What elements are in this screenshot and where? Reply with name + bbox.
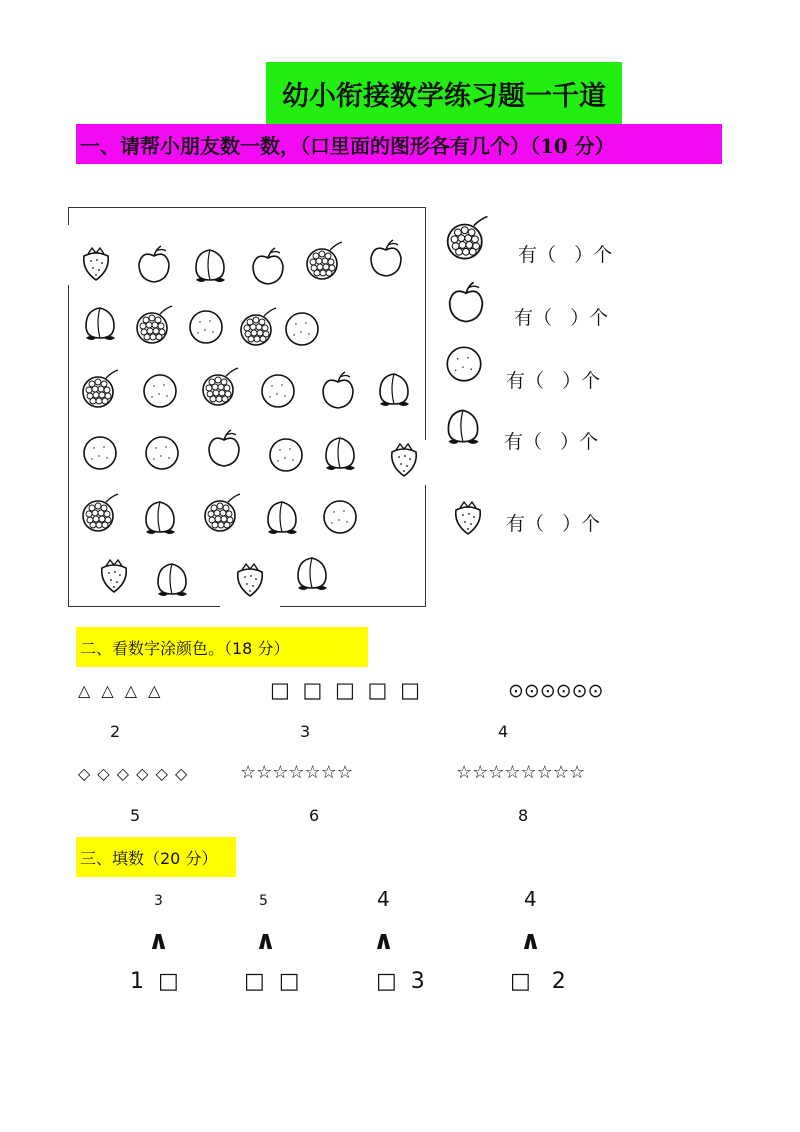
peach-icon <box>440 402 486 448</box>
count-number: 6 <box>309 806 320 825</box>
peach-icon <box>320 430 360 474</box>
answer-raspberry: 有（ ）个 <box>518 244 613 266</box>
orange-icon <box>442 340 486 386</box>
box-gap <box>220 600 280 610</box>
raspberry-icon <box>444 212 490 262</box>
tree-top-number: 5 <box>259 893 268 909</box>
peach-icon <box>190 242 230 286</box>
split-caret: ∧ <box>520 926 542 956</box>
count-number: 4 <box>498 722 509 741</box>
answer-apple: 有（ ）个 <box>514 307 609 329</box>
count-number: 2 <box>110 722 121 741</box>
strawberry-icon <box>76 240 116 284</box>
answer-peach: 有（ ）个 <box>504 431 599 453</box>
orange-icon <box>282 306 322 350</box>
dot-circle-shapes: ⊙⊙⊙⊙⊙⊙ <box>508 680 604 702</box>
peach-icon <box>152 556 192 600</box>
peach-icon <box>140 494 180 538</box>
raspberry-icon <box>238 304 278 348</box>
orange-icon <box>258 368 298 412</box>
tree-bottom: 1 □ <box>130 969 179 994</box>
strawberry-icon <box>384 436 424 480</box>
split-caret: ∧ <box>148 926 170 956</box>
star-shapes: ☆☆☆☆☆☆☆ <box>240 762 353 783</box>
tree-top-number: 3 <box>154 893 163 909</box>
peach-icon <box>80 300 120 344</box>
tree-bottom: □ □ <box>244 969 300 994</box>
answer-strawberry: 有（ ）个 <box>506 513 601 535</box>
star-shapes: ☆☆☆☆☆☆☆☆ <box>456 762 586 783</box>
apple-icon <box>204 426 244 470</box>
apple-icon <box>318 368 358 412</box>
raspberry-icon <box>202 490 242 534</box>
square-shapes: □ □ □ □ □ <box>270 678 423 702</box>
apple-icon <box>248 244 288 288</box>
count-number: 5 <box>130 806 141 825</box>
raspberry-icon <box>80 490 120 534</box>
box-gap <box>64 225 74 285</box>
orange-icon <box>266 432 306 476</box>
triangle-shapes: △ △ △ △ <box>78 681 164 700</box>
orange-icon <box>80 430 120 474</box>
raspberry-icon <box>200 364 240 408</box>
diamond-shapes: ◇ ◇ ◇ ◇ ◇ ◇ <box>78 764 189 783</box>
tree-bottom: □ 3 <box>376 969 425 994</box>
section2-heading: 二、看数字涂颜色。（18 分） <box>76 627 368 667</box>
peach-icon <box>374 366 414 410</box>
strawberry-icon <box>94 552 134 596</box>
count-number: 8 <box>518 806 529 825</box>
raspberry-icon <box>80 366 120 410</box>
orange-icon <box>142 430 182 474</box>
orange-icon <box>140 368 180 412</box>
orange-icon <box>186 304 226 348</box>
apple-icon <box>444 278 488 326</box>
peach-icon <box>292 550 332 594</box>
split-caret: ∧ <box>373 926 395 956</box>
raspberry-icon <box>304 238 344 282</box>
strawberry-icon <box>448 494 488 538</box>
apple-icon <box>134 242 174 286</box>
answer-orange: 有（ ）个 <box>506 370 601 392</box>
tree-top-number: 4 <box>377 887 390 911</box>
peach-icon <box>262 494 302 538</box>
section1-heading: 一、请帮小朋友数一数，（口里面的图形各有几个）（10 分） <box>76 124 722 164</box>
split-caret: ∧ <box>255 926 277 956</box>
orange-icon <box>320 494 360 538</box>
tree-bottom: □ 2 <box>510 969 566 994</box>
raspberry-icon <box>134 302 174 346</box>
section3-heading: 三、填数（20 分） <box>76 837 236 877</box>
tree-top-number: 4 <box>524 887 537 911</box>
count-number: 3 <box>300 722 311 741</box>
page-title: 幼小衔接数学练习题一千道 <box>266 62 622 124</box>
apple-icon <box>366 236 406 280</box>
strawberry-icon <box>230 556 270 600</box>
